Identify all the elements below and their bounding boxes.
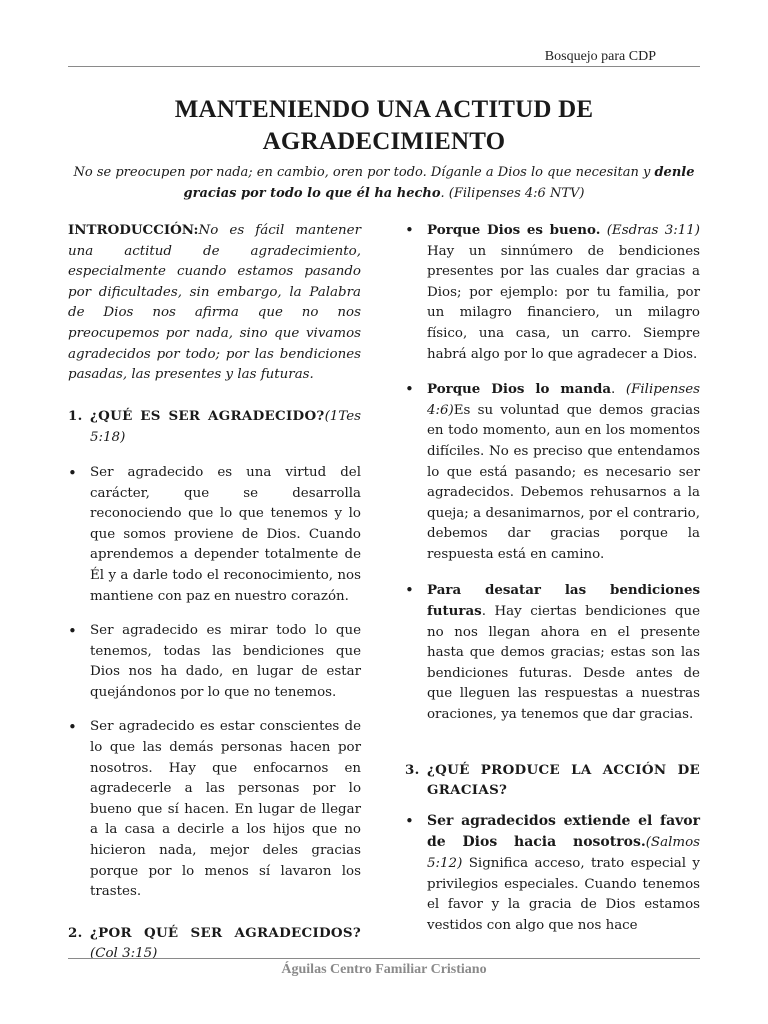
- item-lead: Ser agradecidos extiende el favor de Dios hacia nosotros.: [427, 812, 700, 851]
- section-3-list: [405, 811, 700, 937]
- section-1-number: 1.: [68, 407, 83, 424]
- footer-rule: [68, 958, 700, 959]
- list-item: • Porque Dios lo manda. (Filipenses 4:6)Es su voluntad que demos gracias en todo momento, aun en los momentos difíciles. No es preciso que entendamos lo que está pasando; es necesario ser agradecidos. Debemos rehusarnos a la queja; a desanimarnos, por el contrario, debemos dar gracias porque la respuesta está en camino.: [405, 379, 700, 565]
- footer-label: Águilas Centro Familiar Cristiano: [281, 962, 487, 977]
- item-reference: (Salmos 5:12): [427, 835, 700, 872]
- introduction: [68, 220, 361, 386]
- header-rule: [68, 66, 700, 67]
- list-item: • Para desatar las bendiciones futuras. Hay ciertas bendiciones que no nos llegan ahora en el presente hasta que demos gracias; estas son las bendiciones futuras. Desde antes de que lleguen las respuestas a nuestras oraciones, ya tenemos que dar gracias.: [405, 580, 700, 726]
- item-lead: Porque Dios lo manda: [427, 381, 612, 398]
- item-reference: (Filipenses 4:6): [427, 382, 701, 418]
- section-3-number: 3.: [405, 761, 420, 778]
- item-reference: (Esdras 3:11): [606, 223, 700, 238]
- epigraph-emphasis: denle gracias por todo lo que él ha hecho: [183, 165, 695, 201]
- section-2-title: ¿POR QUÉ SER AGRADECIDOS?: [90, 924, 361, 941]
- section-3-title: ¿QUÉ PRODUCE LA ACCIÓN DE GRACIAS?: [427, 761, 700, 799]
- list-item: • Ser agradecido es mirar todo lo que tenemos, todas las bendiciones que Dios nos ha dado, en lugar de estar quejándonos por lo que no tenemos.: [68, 621, 361, 703]
- section-1-heading: [68, 406, 361, 449]
- item-text: Hay ciertas bendiciones que no nos llegan ahora en el presente hasta que demos gracias; estas son las bendiciones futuras. Desde antes de que lleguen las respuestas a nuestras oraciones, ya tenemos que dar gracias.: [427, 604, 701, 723]
- epigraph: [68, 162, 700, 204]
- epigraph-text: No se preocupen por nada; en cambio, oren por todo. Díganle a Dios lo que necesitan y: [73, 165, 655, 180]
- section-1-reference: (1Tes 5:18): [90, 408, 361, 446]
- header-label: Bosquejo para CDP: [544, 49, 656, 64]
- right-column: [405, 220, 700, 936]
- item-text: Significa acceso, trato especial y privilegios especiales. Cuando tenemos el favor y la gracia de Dios estamos vestidos con algo que nos hace: [427, 856, 700, 933]
- list-item: • Ser agradecido es estar conscientes de lo que las demás personas hacen por nosotros. Hay que enfocarnos en agradecerle a las personas por lo bueno que sí hacen. En lugar de llegar a la casa a decirle a los hijos que no hicieron nada, mejor deles gracias porque por lo menos sí lavaron los trastes.: [68, 717, 361, 902]
- epigraph-reference: . (Filipenses 4:6 NTV): [440, 186, 585, 201]
- section-1-title: ¿QUÉ ES SER AGRADECIDO?: [90, 407, 325, 424]
- page-title: MANTENIENDO UNA ACTITUD DE AGRADECIMIENTO: [174, 96, 594, 155]
- section-3-heading: [405, 760, 700, 801]
- item-lead: Para desatar las bendiciones futuras: [427, 581, 700, 620]
- section-1-list: [68, 463, 361, 903]
- item-lead: Porque Dios es bueno.: [427, 222, 601, 238]
- item-text: Hay un sinnúmero de bendiciones presentes por las cuales dar gracias a Dios; por ejemplo: por tu familia, por un milagro financiero, un milagro físico, una casa, un carro. Siempre habrá algo por lo que agradecer a Dios.: [427, 243, 700, 362]
- list-item: [405, 220, 700, 365]
- section-2-list: [405, 220, 700, 726]
- list-item: • Ser agradecido es una virtud del carácter, que se desarrolla reconociendo que lo que tenemos y lo que somos proviene de Dios. Cuando aprendemos a depender totalmente de Él y a darle todo el reconocimiento, nos mantiene con paz en nuestro corazón.: [68, 463, 361, 607]
- item-text: Es su voluntad que demos gracias en todo momento, aun en los momentos difíciles. No es preciso que entendamos lo que está pasando; es necesario ser agradecidos. Debemos rehusarnos a la queja; a desanimarnos, por el contrario, debemos dar gracias porque la respuesta está en camino.: [427, 402, 700, 562]
- introduction-text: No es fácil mantener una actitud de agradecimiento, especialmente cuando estamos pasando por dificultades, sin embargo, la Palabra de Dios nos afirma que no nos preocupemos por nada, sino que vivamos agradecidos por todo; por las bendiciones pasadas, las presentes y las futuras.: [68, 223, 361, 383]
- left-column: [68, 220, 361, 965]
- list-item: [405, 811, 700, 937]
- section-2-number: 2.: [68, 924, 83, 941]
- introduction-label: INTRODUCCIÓN:: [68, 222, 199, 238]
- section-2-reference: (Col 3:15): [90, 946, 158, 962]
